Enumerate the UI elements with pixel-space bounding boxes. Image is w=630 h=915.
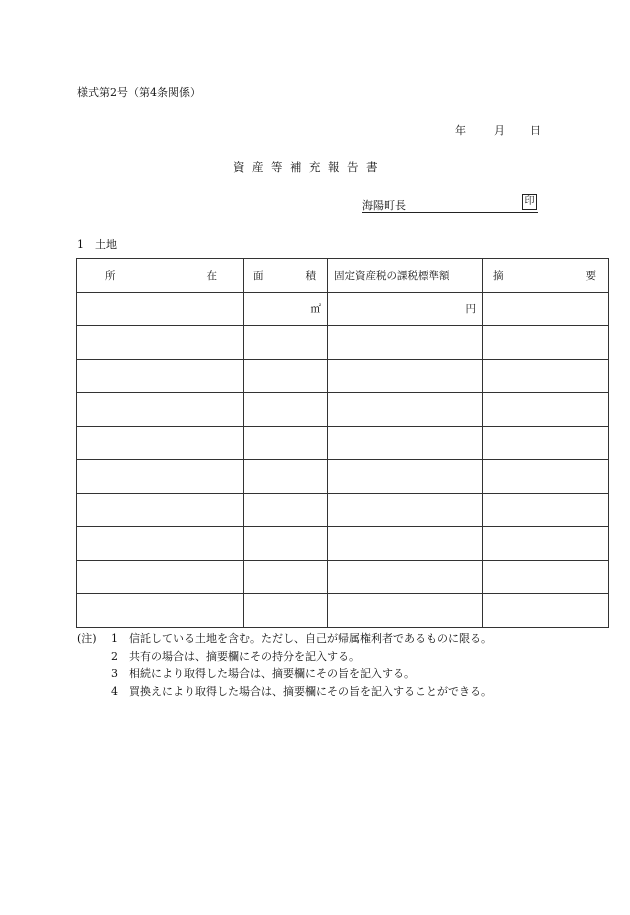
header-remarks: 摘 要 [483,259,609,293]
cell-remarks[interactable] [483,292,609,326]
cell-area[interactable] [244,527,328,561]
cell-tax-base[interactable] [328,359,483,393]
cell-location[interactable] [77,426,244,460]
cell-area[interactable] [244,292,328,326]
note-item: 2 共有の場合は、摘要欄にその持分を記入する。 [111,649,360,663]
form-number: 様式第2号（第4条関係） [77,86,201,99]
note-item: 4 買換えにより取得した場合は、摘要欄にその旨を記入することができる。 [111,684,492,698]
table-row [77,426,609,460]
cell-remarks[interactable] [483,326,609,360]
cell-tax-base[interactable] [328,326,483,360]
cell-area[interactable] [244,460,328,494]
cell-tax-base[interactable] [328,594,483,628]
table-row [77,359,609,393]
cell-location[interactable] [77,460,244,494]
table-header-row [77,259,609,293]
date-line [455,122,541,138]
cell-area[interactable] [244,560,328,594]
cell-area[interactable] [244,594,328,628]
cell-area[interactable] [244,326,328,360]
cell-location[interactable] [77,493,244,527]
cell-location[interactable] [77,292,244,326]
notes [77,630,492,700]
unit-area: ㎡ [310,303,321,316]
document-title: 資産等補充報告書 [233,160,385,174]
header-area: 面 積 [244,259,328,293]
cell-tax-base[interactable] [328,292,483,326]
date-day: 日 [530,124,541,137]
land-table [76,258,609,628]
cell-location[interactable] [77,326,244,360]
seal-mark: 印 [522,194,537,210]
header-location: 所 在 [77,259,244,293]
cell-area[interactable] [244,359,328,393]
cell-remarks[interactable] [483,426,609,460]
table-row [77,393,609,427]
cell-remarks[interactable] [483,560,609,594]
table-row [77,560,609,594]
cell-tax-base[interactable] [328,493,483,527]
cell-area[interactable] [244,393,328,427]
cell-location[interactable] [77,560,244,594]
recipient-name: 海陽町長 [362,199,406,212]
table-row [77,460,609,494]
note-item: 3 相続により取得した場合は、摘要欄にその旨を記入する。 [111,667,415,680]
notes-label: (注) [77,632,97,645]
cell-area[interactable] [244,493,328,527]
table-row [77,292,609,326]
note-item: (注) 1 信託している土地を含む。ただし、自己が帰属権利者であるものに限る。 [77,630,492,648]
recipient-line [362,196,538,213]
date-year: 年 [455,124,466,137]
cell-location[interactable] [77,594,244,628]
table-row [77,594,609,628]
cell-tax-base[interactable] [328,527,483,561]
cell-area[interactable] [244,426,328,460]
table-row [77,493,609,527]
table-row [77,527,609,561]
cell-remarks[interactable] [483,527,609,561]
header-tax-base: 固定資産税の課税標準額 [328,259,483,293]
section-title: 1 土地 [77,238,117,251]
cell-location[interactable] [77,359,244,393]
cell-tax-base[interactable] [328,393,483,427]
cell-remarks[interactable] [483,594,609,628]
cell-remarks[interactable] [483,393,609,427]
cell-remarks[interactable] [483,493,609,527]
date-month: 月 [494,124,505,137]
cell-location[interactable] [77,393,244,427]
unit-yen: 円 [465,303,476,316]
cell-tax-base[interactable] [328,426,483,460]
cell-remarks[interactable] [483,460,609,494]
cell-tax-base[interactable] [328,560,483,594]
table-row [77,326,609,360]
cell-tax-base[interactable] [328,460,483,494]
cell-remarks[interactable] [483,359,609,393]
cell-location[interactable] [77,527,244,561]
